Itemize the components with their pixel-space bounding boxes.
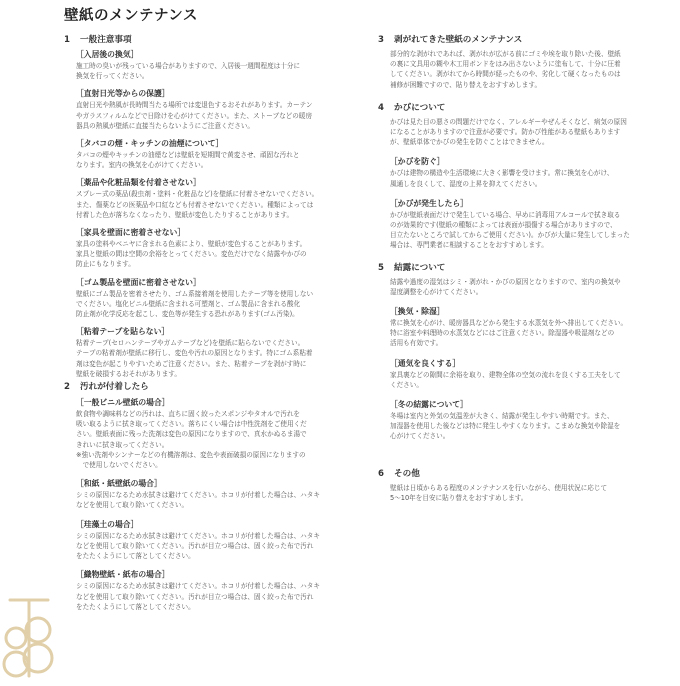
section-2	[64, 381, 356, 612]
subsection-body	[76, 490, 356, 510]
subsection-heading: ［粘着テープを貼らない］	[76, 327, 170, 337]
text-line: 家具の塗料やベニヤに含まれる色素により、壁紙が変色することがあります。	[76, 240, 307, 249]
monogram-logo-icon	[2, 588, 58, 682]
text-line: 部分的な剥がれであれば、剥がれが広がる前にゴミや埃を取り除いた後、壁紙	[390, 50, 621, 58]
text-line: 直射日光や熱風が長時間当たる場所では変退色するおそれがあります。カーテン	[76, 101, 313, 110]
text-line: 場合は、専門業者に相談することをおすすめします。	[390, 241, 548, 250]
section-5	[378, 262, 676, 442]
subsection-body	[76, 239, 356, 270]
text-line: ください。	[390, 380, 423, 389]
text-line: で使用しないでください。	[76, 461, 162, 470]
text-line: なります。室内の換気を心がけてください。	[76, 161, 208, 170]
subsection-winter-condensation	[378, 399, 676, 442]
text-line: などを使用して取り除いてください。汚れが目立つ場合は、固く絞った布で汚れ	[76, 541, 314, 550]
subsection-chemicals	[64, 177, 356, 220]
subsection-ventilation-dehumidify	[378, 306, 676, 349]
text-line: 家具裏などの隙間に余裕を取り、建物全体の空気の流れを良くする工夫をして	[390, 370, 621, 379]
section-number: 6	[378, 468, 384, 479]
subsection-body	[76, 338, 356, 379]
section-heading	[64, 34, 356, 46]
text-line: さい。壁紙表面に残った洗剤は変色の原因になりますので、真水かぬるま湯で	[76, 430, 307, 439]
text-line: 5〜10年を目安に貼り替えをおすすめします。	[390, 493, 528, 502]
subsection-move-in-ventilation	[64, 49, 356, 81]
section-number: 3	[378, 35, 384, 45]
text-line: のが効果的です(壁紙の種類によっては表面が損傷する場合がありますので、	[390, 221, 617, 230]
text-line: 家具と壁紙の間は空間の余裕をとってください。変色だけでなく結露やかびの	[76, 250, 307, 259]
section-title: かびについて	[394, 102, 446, 113]
text-line: 剤は変色が起こりやすいためご注意ください。また、粘着テープを剥がす時に	[76, 359, 307, 368]
text-line: 防止剤が化学反応を起こし、変色等が発生する恐れがあります(ゴム汚染)。	[76, 310, 299, 319]
text-line: 湿度調整を心がけてください。	[390, 287, 483, 296]
section-heading	[378, 468, 676, 480]
subsection-body	[390, 318, 676, 349]
subsection-diatomite	[64, 519, 356, 562]
subsection-body	[76, 61, 356, 81]
text-line: してください。剥がれてから時間が経ったものや、劣化して硬くなったものは	[390, 70, 621, 79]
text-line: ※強い洗剤やシンナーなどの有機溶剤は、変色や表面破損の原因になりますの	[76, 450, 306, 459]
page-title: 壁紙のメンテナンス	[64, 8, 198, 24]
text-line: シミの原因になるため水拭きは避けてください。ホコリが付着した場合は、ハタキ	[76, 531, 320, 540]
text-line: 加湿器を使用した後などは特に発生しやすくなります。こまめな換気や除湿を	[390, 422, 621, 431]
subsection-heading: ［通気を良くする］	[390, 358, 461, 368]
text-line: などを使用して取り除いてください。	[76, 501, 189, 510]
text-line: 付着した色が落ちなくなったり、壁紙が変色したりすることがあります。	[76, 210, 294, 219]
text-line: やガラスフィルムなどで日除けを心がけてください。また、ストーブなどの暖房	[76, 111, 313, 120]
subsection-rubber	[64, 277, 356, 320]
subsection-prevent-mold	[378, 156, 676, 188]
section-number: 2	[64, 382, 70, 393]
section-body	[378, 117, 676, 148]
subsection-body	[76, 100, 356, 131]
text-line: かびが壁紙表面だけで発生している場合、早めに消毒用アルコールで拭き取る	[390, 210, 621, 219]
subsection-heading: ［一般ビニル壁紙の場合］	[76, 398, 170, 408]
text-line: スプレー式の薬品(殺虫剤・塗料・化粧品など)を壁紙に付着させないでください。	[76, 190, 319, 199]
subsection-body	[76, 150, 356, 170]
subsection-heading: ［直射日光等からの保護］	[76, 89, 170, 99]
section-body	[378, 483, 676, 503]
text-line: の裏に文具用の糊や木工用ボンドをはみ出さないように塗布して、十分に圧着	[390, 60, 621, 69]
text-line: 換気を行ってください。	[76, 72, 149, 81]
subsection-furniture	[64, 227, 356, 270]
text-line: 結露や過度の湿気はシミ・剥がれ・かびの原因となりますので、室内の換気や	[390, 277, 621, 286]
text-line: 飲食物や調味料などの汚れは、直ちに固く絞ったスポンジやタオルで汚れを	[76, 410, 301, 419]
subsection-heading: ［珪藻土の場合］	[76, 519, 139, 529]
text-line: シミの原因になるため水拭きは避けてください。ホコリが付着した場合は、ハタキ	[76, 491, 320, 500]
section-4	[378, 102, 676, 251]
section-heading	[378, 102, 676, 114]
section-heading	[378, 34, 676, 46]
subsection-heading: ［薬品や化粧品類を付着させない］	[76, 178, 201, 188]
subsection-body	[76, 581, 356, 612]
section-6	[378, 468, 676, 503]
subsection-heading: ［ゴム製品を壁面に密着させない］	[76, 277, 201, 287]
text-line: 吸い取るように拭き取ってください。落ちにくい場合は中性洗剤をご使用くだ	[76, 420, 307, 429]
text-line: 目立たないところで試してからご使用ください)。かびが大量に発生してしまった	[390, 231, 630, 240]
section-title: 一般注意事項	[80, 35, 132, 45]
subsection-body	[76, 189, 356, 220]
text-line: きれいに拭き取ってください。	[76, 440, 169, 449]
text-line: 防止にもなります。	[76, 260, 135, 269]
subsection-heading: ［冬の結露について］	[390, 400, 468, 410]
subsection-body	[390, 210, 676, 251]
section-body	[378, 49, 676, 90]
text-line: をたたくようにして落としてください。	[76, 602, 195, 611]
right-column	[378, 34, 676, 503]
text-line: をたたくようにして落としてください。	[76, 552, 195, 561]
text-line: 粘着テープ(セロハンテープやガムテープなど)を壁紙に貼らないでください。	[76, 339, 305, 348]
subsection-heading: ［家具を壁面に密着させない］	[76, 228, 186, 238]
section-heading	[378, 262, 676, 274]
section-1	[64, 34, 356, 379]
subsection-heading: ［換気・除湿］	[390, 307, 445, 317]
section-number: 4	[378, 102, 384, 113]
subsection-heading: ［タバコの煙・キッチンの油煙について］	[76, 139, 224, 149]
text-line: が、壁紙単体でかびの発生を防ぐことはできません。	[390, 138, 549, 147]
subsection-smoke-oil	[64, 138, 356, 170]
subsection-body	[390, 168, 676, 188]
subsection-vinyl	[64, 397, 356, 470]
text-line: 活用も有効です。	[390, 339, 443, 348]
section-title: 結露について	[394, 262, 446, 273]
text-line: シミの原因になるため水拭きは避けてください。ホコリが付着した場合は、ハタキ	[76, 582, 320, 591]
subsection-washi	[64, 478, 356, 510]
subsection-heading: ［かびを防ぐ］	[390, 157, 445, 167]
text-line: 冬場は室内と外気の気温差が大きく、結露が発生しやすい時期です。また、	[390, 412, 614, 421]
text-line: でください。塩化ビニル壁紙に含まれる可塑剤と、ゴム製品に含まれる酸化	[76, 299, 301, 308]
section-body	[378, 277, 676, 297]
section-title: その他	[394, 468, 420, 479]
subsection-heading: ［かびが発生したら］	[390, 198, 468, 208]
text-line: テープの粘着剤が壁紙に移行し、変色や汚れの原因となります。特にゴム系粘着	[76, 349, 313, 358]
text-line: タバコの煙やキッチンの油煙などは壁紙を短期間で黄変させ、頑固な汚れと	[76, 151, 300, 160]
left-column	[64, 34, 356, 612]
text-line: かびは見た目の悪さの問題だけでなく、アレルギーやぜんそくなど、病気の原因	[390, 117, 627, 126]
text-line: 補修が困難ですので、貼り替えをおすすめします。	[390, 80, 542, 89]
text-line: 施工時の臭いが残っている場合がありますので、入居後一週間程度は十分に	[76, 62, 301, 70]
subsection-body	[76, 289, 356, 320]
subsection-body	[390, 411, 676, 442]
subsection-body	[390, 370, 676, 390]
text-line: 常に換気を心がけ、暖房器具などから発生する水蒸気を外へ排出してください。	[390, 319, 628, 328]
subsection-heading: ［織物壁紙・紙布の場合］	[76, 570, 170, 580]
subsection-body	[76, 531, 356, 562]
text-line: また、傷薬などの医薬品や口紅なども付着させないでください。種類によっては	[76, 200, 314, 209]
text-line: 壁紙にゴム製品を密着させたり、ゴム系接着剤を使用したテープ等を使用しない	[76, 289, 314, 298]
subsection-mold-appeared	[378, 198, 676, 251]
section-title: 剥がれてきた壁紙のメンテナンス	[394, 35, 523, 45]
text-line: 心がけてください。	[390, 432, 450, 441]
section-number: 1	[64, 35, 70, 45]
text-line: 壁紙を破損するおそれがあります。	[76, 369, 181, 378]
section-number: 5	[378, 262, 384, 273]
section-3	[378, 34, 676, 90]
subsection-body	[76, 409, 356, 470]
text-line: かびは建物の構造や生活環境に大きく影響を受けます。常に換気を心がけ、	[390, 169, 614, 178]
subsection-airflow	[378, 358, 676, 390]
section-heading	[64, 381, 356, 393]
text-line: になることがありますので注意が必要です。防かび性能がある壁紙もあります	[390, 128, 621, 137]
subsection-tape	[64, 326, 356, 379]
subsection-sunlight-protection	[64, 88, 356, 131]
text-line: 特に浴室や料理時の水蒸気などにはご注意ください。除湿器や吸湿剤などの	[390, 329, 615, 338]
subsection-textile	[64, 569, 356, 612]
text-line: 風通しを良くして、湿度の上昇を抑えてください。	[390, 179, 542, 188]
subsection-heading: ［和紙・紙壁紙の場合］	[76, 479, 162, 489]
text-line: 器具の熱風が壁紙に直接当たらないようにご注意ください。	[76, 121, 255, 130]
text-line: 壁紙は日頃からある程度のメンテナンスを行いながら、使用状況に応じて	[390, 483, 608, 492]
section-title: 汚れが付着したら	[80, 382, 149, 393]
text-line: などを使用して取り除いてください。汚れが目立つ場合は、固く絞った布で汚れ	[76, 592, 314, 601]
subsection-heading: ［入居後の換気］	[76, 50, 139, 59]
